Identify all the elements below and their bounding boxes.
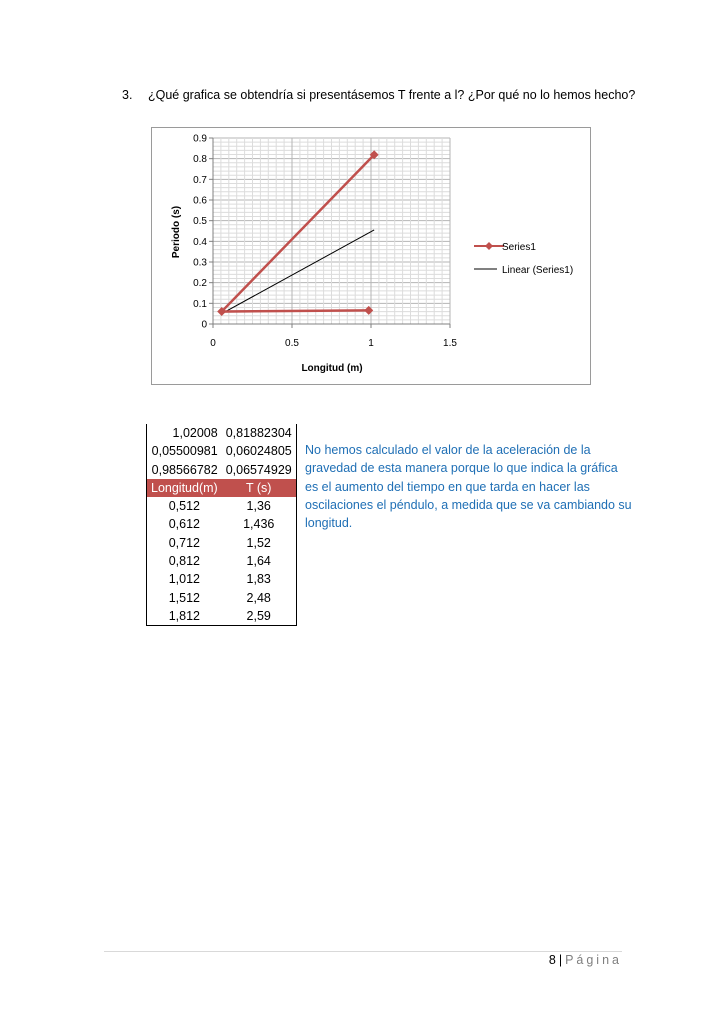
table-cell: 0,812: [147, 552, 222, 570]
table-row: [147, 461, 297, 479]
explanation-line: es el aumento del tiempo en que tarda en hacer las: [305, 479, 590, 494]
explanation-line: gravedad de esta manera porque lo que indica la gráfica: [305, 461, 618, 476]
table-header-row: [147, 479, 297, 497]
table-row: [147, 589, 297, 607]
chart-frame: [151, 127, 591, 385]
table-row: [147, 497, 297, 515]
y-tick-label: 0.5: [193, 216, 207, 228]
table-row: [147, 442, 297, 460]
question-number: 3.: [122, 88, 133, 102]
y-tick-label: 0.1: [193, 298, 207, 310]
explanation-line: longitud.: [305, 516, 353, 531]
table-cell: 1,512: [147, 589, 222, 607]
table-cell: Longitud(m): [147, 479, 222, 497]
table-row: [147, 515, 297, 533]
footer-divider: [104, 951, 622, 952]
table-cell: 1,52: [222, 534, 297, 552]
table-cell: 0,512: [147, 497, 222, 515]
data-table: [146, 424, 297, 626]
explanation-line: No hemos calculado el valor de la aceleración de la: [305, 443, 591, 457]
table-cell: 0,612: [147, 515, 222, 533]
legend-trend-label: Linear (Series1): [502, 265, 574, 276]
table-cell: 1,812: [147, 607, 222, 626]
y-axis-label: Periodo (s): [171, 205, 182, 259]
question-text: ¿Qué grafica se obtendría si presentásemos T frente a l? ¿Por qué no lo hemos hecho?: [148, 88, 636, 102]
table-cell: 1,64: [222, 552, 297, 570]
chart-legend: [474, 242, 573, 276]
table-row: [147, 534, 297, 552]
table-cell: 2,48: [222, 589, 297, 607]
x-axis-label: Longitud (m): [301, 363, 363, 374]
table-cell: 0,712: [147, 534, 222, 552]
table-cell: 1,02008: [147, 424, 222, 442]
table-cell: 2,59: [222, 607, 297, 626]
table-cell: 1,83: [222, 570, 297, 588]
footer-separator: |: [558, 953, 563, 967]
question-heading: [122, 88, 682, 102]
y-tick-label: 0.2: [193, 278, 207, 290]
table-cell: 1,36: [222, 497, 297, 515]
y-tick-label: 0.8: [193, 154, 207, 166]
legend-series1-marker: [485, 242, 493, 250]
table-cell: 0,06024805: [222, 442, 297, 460]
table-cell: 0,06574929: [222, 461, 297, 479]
y-tick-label: 0: [201, 319, 207, 331]
table-cell: T (s): [222, 479, 297, 497]
table-cell: 1,436: [222, 515, 297, 533]
page-label: Página: [565, 953, 622, 967]
page-number: 8: [548, 953, 556, 967]
y-tick-label: 0.3: [193, 257, 207, 269]
table-cell: 0,81882304: [222, 424, 297, 442]
x-tick-label: 0.5: [285, 338, 299, 349]
table-cell: 1,012: [147, 570, 222, 588]
x-tick-label: 0: [210, 338, 216, 349]
x-tick-label: 1: [368, 338, 374, 349]
y-tick-label: 0.4: [193, 236, 207, 248]
page-footer: [549, 953, 622, 967]
table-row: [147, 552, 297, 570]
table-row: [147, 424, 297, 442]
table-row: [147, 607, 297, 626]
y-tick-label: 0.9: [193, 133, 207, 145]
period-length-chart: [152, 128, 592, 386]
explanation-text: [305, 441, 635, 532]
chart-gridlines: [213, 138, 450, 324]
x-tick-label: 1.5: [443, 338, 457, 349]
y-tick-label: 0.7: [193, 174, 207, 186]
table-cell: 0,98566782: [147, 461, 222, 479]
explanation-line: oscilaciones el péndulo, a medida que se va cambiando su: [305, 497, 632, 512]
y-tick-label: 0.6: [193, 195, 207, 207]
table-cell: 0,05500981: [147, 442, 222, 460]
legend-series1-label: Series1: [502, 242, 536, 253]
table-row: [147, 570, 297, 588]
